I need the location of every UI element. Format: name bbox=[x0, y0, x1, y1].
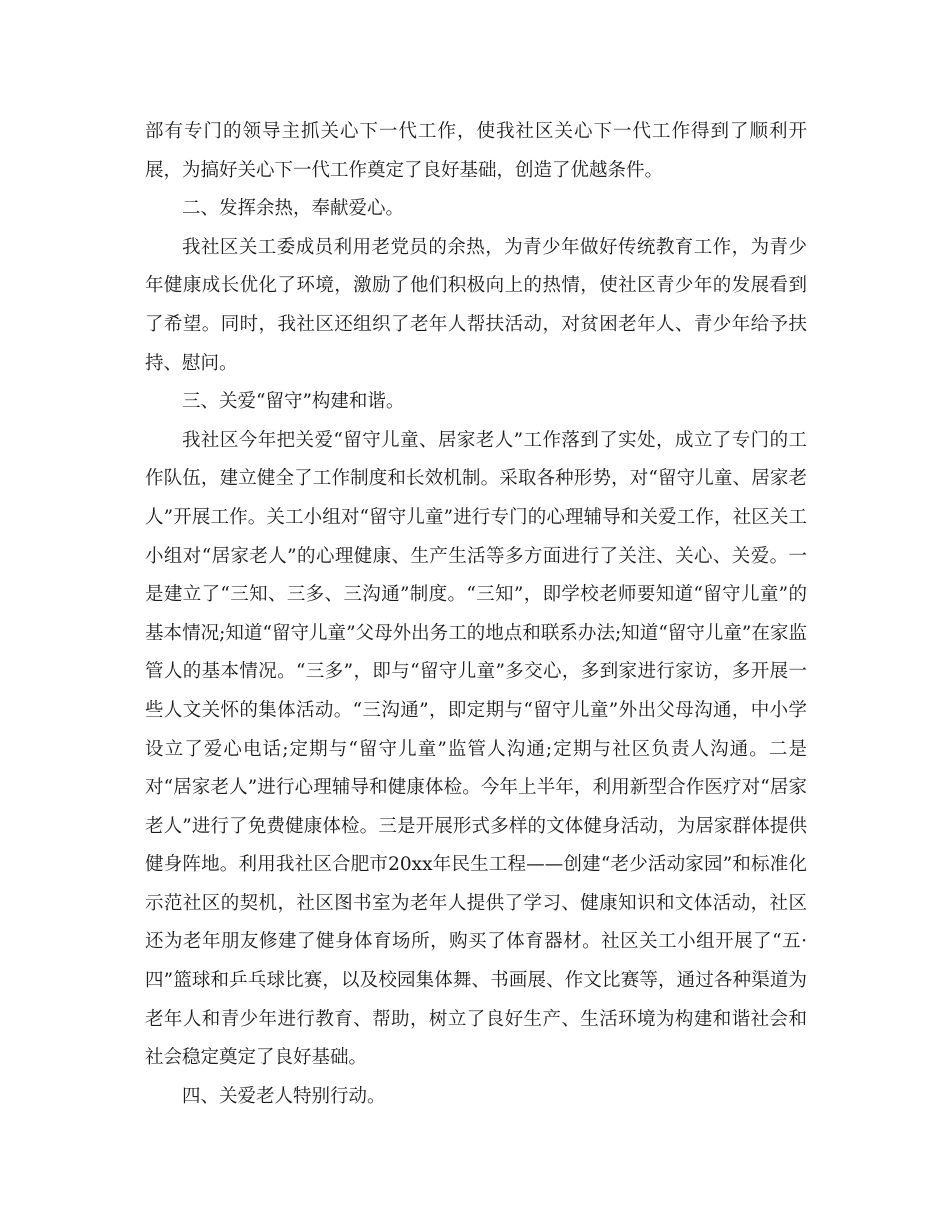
section-heading: 三、关爱“留守”构建和谐。 bbox=[182, 391, 405, 413]
section-heading: 四、关爱老人特别行动。 bbox=[182, 1085, 386, 1107]
body-paragraph: 我社区今年把关爱“留守儿童、居家老人”工作落到了实处，成立了专门的工作队伍，建立健全了工作制度和长效机制。采取各种形势，对“留守儿童、居家老人”开展工作。关工小组对“留守儿童”进行专门的心理辅导和关爱工作，社区关工小组对“居家老人”的心理健康、生产生活等多方面进行了关注、关心、关爱。一是建立了“三知、三多、三沟通”制度。“三知”，即学校老师要知道“留守儿童”的基本情况;知道“留守儿童”父母外出务工的地点和联系办法;知道“留守儿童”在家监管人的基本情况。“三多”，即与“留守儿童”多交心，多到家进行家访，多开展一些人文关怀的集体活动。“三沟通”，即定期与“留守儿童”外出父母沟通，中小学设立了爱心电话;定期与“留守儿童”监管人沟通;定期与社区负责人沟通。二是对“居家老人”进行心理辅导和健康体检。今年上半年，利用新型合作医疗对“居家老人”进行了免费健康体检。三是开展形式多样的文体健身活动，为居家群体提供健身阵地。利用我社区合肥市20xx年民生工程——创建“老少活动家园”和标准化示范社区的契机，社区图书室为老年人提供了学习、健康知识和文体活动，社区还为老年朋友修建了健身体育场所，购买了体育器材。社区关工小组开展了“五·四”篮球和乒乓球比赛，以及校园集体舞、书画展、作文比赛等，通过各种渠道为老年人和青少年进行教育、帮助，树立了良好生产、生活环境为构建和谐社会和社会稳定奠定了良好基础。 bbox=[145, 429, 807, 1069]
section-heading: 二、发挥余热，奉献爱心。 bbox=[182, 198, 405, 220]
document-body bbox=[145, 113, 807, 1116]
body-paragraph: 我社区关工委成员利用老党员的余热，为青少年做好传统教育工作，为青少年健康成长优化了环境，激励了他们积极向上的热情，使社区青少年的发展看到了希望。同时，我社区还组织了老年人帮扶活动，对贫困老年人、青少年给予扶持、慰问。 bbox=[145, 236, 807, 374]
body-paragraph: 部有专门的领导主抓关心下一代工作，使我社区关心下一代工作得到了顺利开展，为搞好关心下一代工作奠定了良好基础，创造了优越条件。 bbox=[145, 121, 807, 181]
